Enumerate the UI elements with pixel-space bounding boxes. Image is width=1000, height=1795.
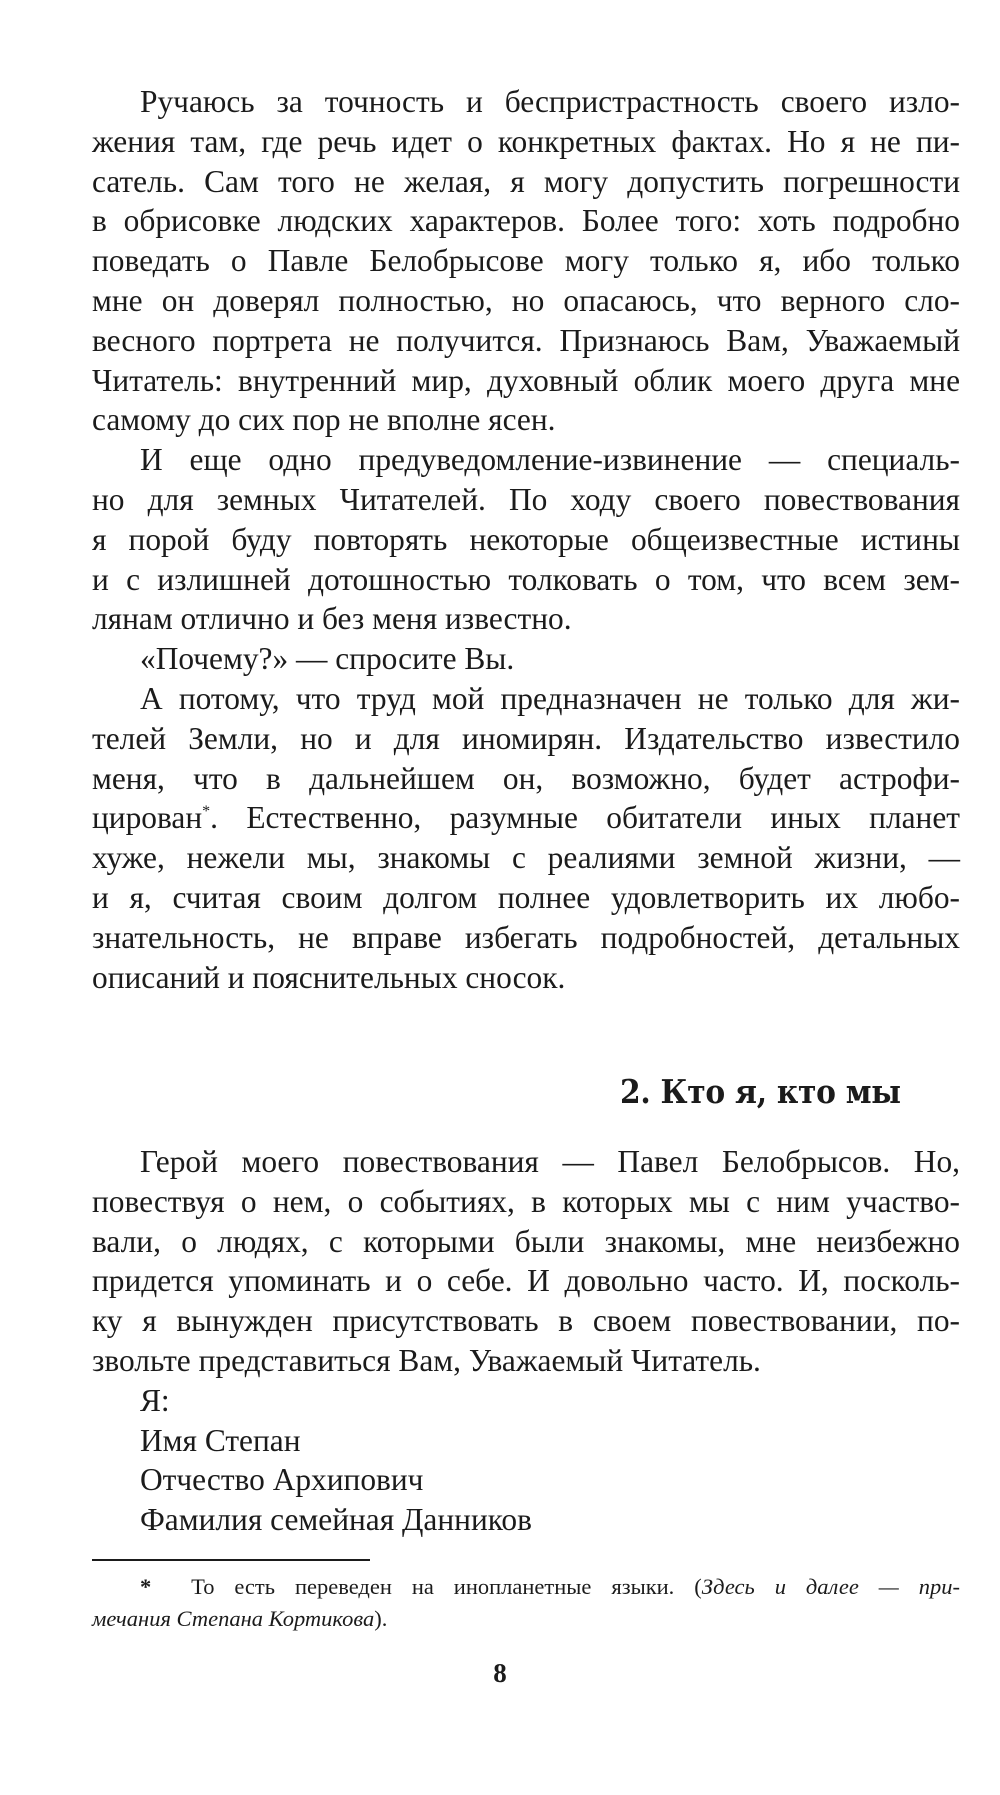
text-line: хуже, нежели мы, знакомы с реалиями земной жизни, — <box>92 840 960 876</box>
text-line: и с излишней дотошностью толковать о том, что всем зем- <box>92 561 960 597</box>
text-line: сатель. Сам того не желая, я могу допустить погрешности <box>92 163 960 199</box>
text-line: А потому, что труд мой предназначен не только для жи- <box>140 680 960 716</box>
text-line: я порой буду повторять некоторые общеизвестные истины <box>92 521 960 557</box>
text-line: меня, что в дальнейшем он, возможно, будет астрофи- <box>92 760 960 796</box>
footnote-italic-text: мечания Степана Кортикова <box>92 1606 375 1631</box>
text-line: звольте представиться Вам, Уважаемый Читатель. <box>92 1342 761 1378</box>
text-line: в обрисовке людских характеров. Более того: хоть подробно <box>92 203 960 239</box>
paragraph-3 <box>92 639 960 679</box>
section-2-text-block <box>92 1142 960 1540</box>
text-line: жения там, где речь идет о конкретных фактах. Но я не пи- <box>92 123 960 159</box>
paragraph-1 <box>92 82 960 440</box>
text-line: Читатель: внутренний мир, духовный облик моего друга мне <box>92 362 960 398</box>
section-heading: 2. Кто я, кто мы <box>620 1072 901 1111</box>
page-number: 8 <box>493 1658 507 1688</box>
main-text-block <box>92 82 960 997</box>
text-line-with-footnote <box>92 798 960 838</box>
footnote-divider <box>92 1559 370 1561</box>
footnote-line <box>92 1571 960 1603</box>
self-intro-patronymic: Отчество Архипович <box>140 1462 424 1498</box>
text-line: весного портрета не получится. Признаюсь Вам, Уважаемый <box>92 322 960 358</box>
text-line: повествуя о нем, о событиях, в которых мы с ним участво- <box>92 1183 960 1219</box>
text-line: и я, считая своим долгом полнее удовлетворить их любо- <box>92 879 960 915</box>
text-line: лянам отлично и без меня известно. <box>92 601 572 637</box>
self-intro-label: Я: <box>140 1382 170 1418</box>
footnote <box>92 1571 960 1635</box>
footnote-text: То есть переведен на инопланетные языки. ( <box>191 1574 702 1599</box>
text-line: Герой моего повествования — Павел Белобрысов. Но, <box>140 1144 960 1179</box>
self-intro-first-name: Имя Степан <box>140 1422 301 1458</box>
text-line: И еще одно предуведомление-извинение — специаль- <box>140 442 960 478</box>
text-line: Ручаюсь за точность и беспристрастность своего изло- <box>140 84 960 119</box>
text-line: вали, о людях, с которыми были знакомы, мне неизбежно <box>92 1223 960 1259</box>
text-line: самому до сих пор не вполне ясен. <box>92 402 556 438</box>
footnote-mark: * <box>140 1574 152 1599</box>
text-line: знательность, не вправе избегать подробностей, детальных <box>92 919 960 955</box>
text-line: придется упоминать и о себе. И довольно часто. И, посколь- <box>92 1263 960 1299</box>
text-line: мне он доверял полностью, но опасаюсь, что верного сло- <box>92 282 960 318</box>
text-line: «Почему?» — спросите Вы. <box>140 641 515 677</box>
paragraph-2 <box>92 440 960 639</box>
text-line: описаний и пояснительных сносок. <box>92 959 566 995</box>
paragraph-4 <box>92 679 960 997</box>
text-line: но для земных Читателей. По ходу своего повествования <box>92 481 960 517</box>
text-line: телей Земли, но и для иномирян. Издательство известило <box>92 720 960 756</box>
text-fragment: цирован <box>92 800 203 836</box>
footnote-reference[interactable]: * <box>202 803 211 821</box>
footnote-text: ). <box>374 1606 388 1631</box>
footnote-italic-text: Здесь и далее — при- <box>701 1574 960 1599</box>
text-fragment: . Естественно, разумные обитатели иных планет <box>210 800 960 836</box>
text-line: ку я вынужден присутствовать в своем повествовании, по- <box>92 1303 960 1339</box>
footnote-line <box>92 1603 960 1635</box>
self-intro <box>92 1381 960 1540</box>
self-intro-surname: Фамилия семейная Данников <box>140 1502 532 1538</box>
text-line: поведать о Павле Белобрысове могу только я, ибо только <box>92 243 960 279</box>
paragraph-5 <box>92 1142 960 1381</box>
